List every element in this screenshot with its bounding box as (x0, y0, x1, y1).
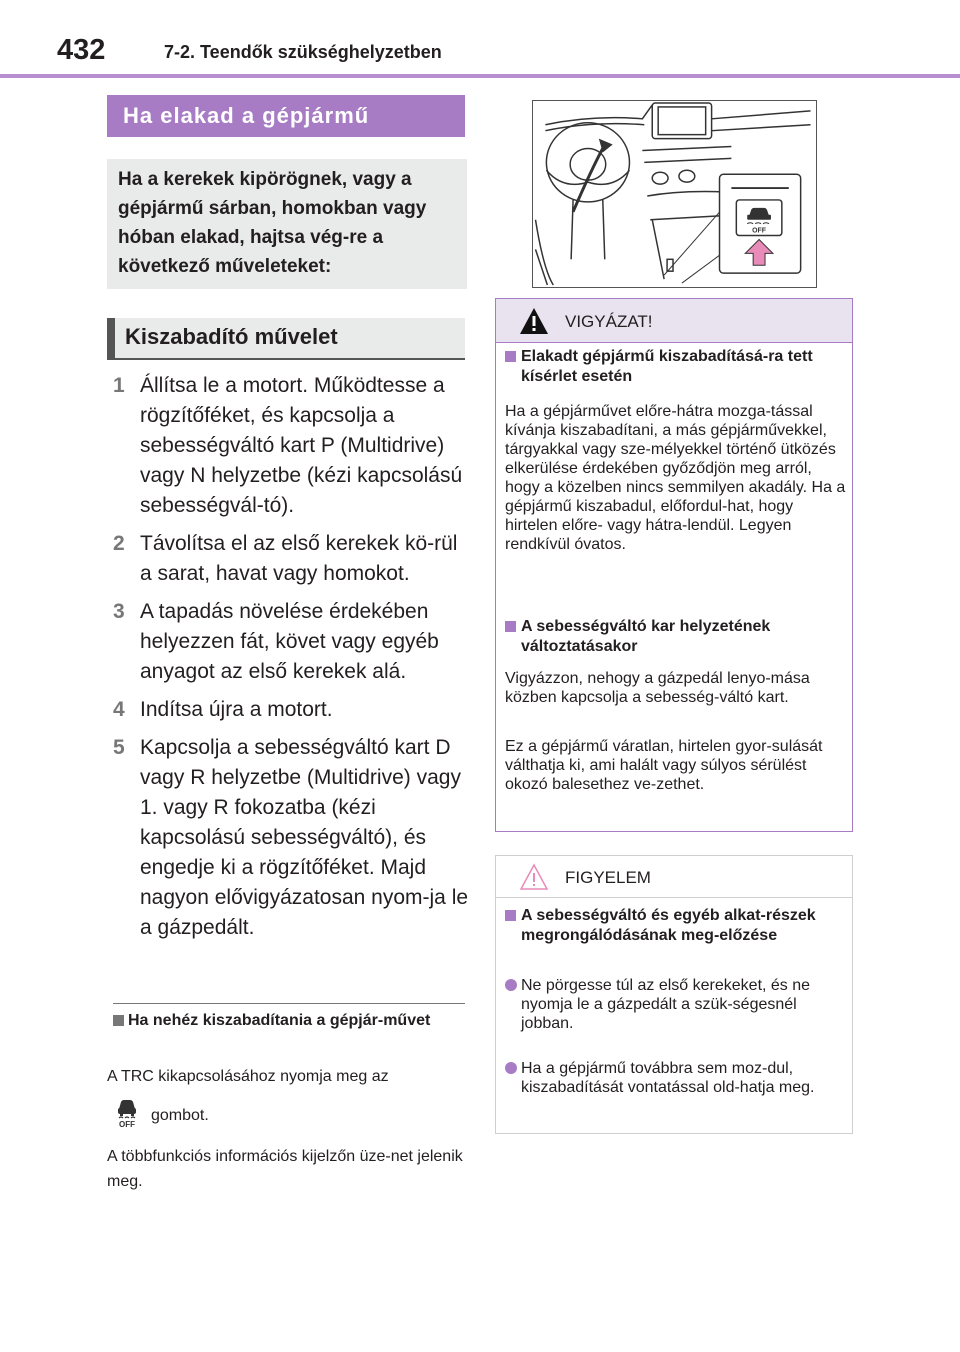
subheading: Kiszabadító művelet (125, 324, 338, 349)
note-heading (113, 1011, 465, 1031)
step-text: Indítsa újra a motort. (140, 698, 333, 721)
note-divider (113, 1003, 465, 1004)
warning-header (496, 299, 852, 343)
square-bullet-icon (505, 621, 516, 632)
illustration-off-label: OFF (752, 227, 766, 235)
warning-item-heading-text: A sebességváltó kar helyzetének változtatásakor (521, 618, 771, 655)
intro-box (107, 159, 467, 289)
step-item (113, 529, 473, 589)
warning-triangle-icon (519, 307, 549, 335)
warning-item-text: Ez a gépjármű váratlan, hirtelen gyor-sulását válthatja ki, ami halált vagy súlyos sérülést okozó balesethez ve-zethet. (505, 738, 823, 793)
square-bullet-icon (505, 910, 516, 921)
note-text-2: A többfunkciós információs kijelzőn üze-net jelenik meg. (107, 1148, 463, 1190)
step-text: A tapadás növelése érdekében helyezzen fát, követ vagy egyéb anyagot az első kerekek alá. (140, 600, 439, 683)
page-number: 432 (57, 34, 106, 66)
step-text: Állítsa le a motort. Működtesse a rögzítőféket, és kapcsolja a sebességváltó kart P (Multidrive) vagy N helyzetbe (kézi kapcsolású sebességvál-tó). (140, 374, 463, 517)
notice-box (495, 855, 853, 1134)
step-item (113, 695, 473, 725)
notice-bullet-text: Ha a gépjármű továbbra sem moz-dul, kiszabadítását vontatással old-hatja meg. (521, 1060, 815, 1096)
step-number: 4 (113, 698, 125, 721)
notice-heading-text: A sebességváltó és egyéb alkat-részek megrongálódásának meg-előzése (521, 907, 816, 944)
step-number: 5 (113, 736, 125, 759)
step-item (113, 733, 473, 943)
square-bullet-icon (113, 1015, 124, 1026)
warning-item-heading-text: Elakadt gépjármű kiszabadításá-ra tett kísérlet esetén (521, 348, 813, 385)
chapter-title: 7-2. Teendők szükséghelyzetben (164, 42, 442, 62)
notice-header (496, 856, 852, 898)
subheading-bar (107, 318, 465, 360)
notice-bullet (505, 1059, 850, 1097)
warning-item-heading (505, 617, 845, 657)
header-rule (0, 74, 960, 78)
trc-off-icon (114, 1096, 140, 1128)
warning-item-text: Ha a gépjárművet előre-hátra mozga-tással kívánja kiszabadítani, a más gépjárművekkel, tárgyakkal vagy sze-mélyekkel történő ütközés elkerülése érdekében győződjön meg arról, hogy a közelben nincs semmilyen akadály. Ha a gépjármű kiszabadul, előfordul-hat, hogy hirtelen előre- vagy hátra-lendül. Legyen rendkívül óvatos. (505, 403, 846, 553)
warning-item-heading (505, 347, 845, 387)
notice-bullet-text: Ne pörgesse túl az első kerekeket, és ne nyomja le a gázpedált a szük-ségesnél jobban. (521, 977, 811, 1032)
step-text: Kapcsolja a sebességváltó kart D vagy R helyzetbe (Multidrive) vagy 1. vagy R fokozatba (kézi kapcsolású sebességváltó), és engedje ki a rögzítőféket. Majd nagyon elővigyázatosan nyom-ja le a gázpedált. (140, 736, 469, 939)
subheading-marker (107, 318, 115, 360)
step-number: 3 (113, 600, 125, 623)
section-title: Ha elakad a gépjármű (123, 103, 370, 128)
note-heading-text: Ha nehéz kiszabadítania a gépjár-művet (128, 1012, 431, 1029)
caution-triangle-icon (519, 863, 549, 891)
step-number: 1 (113, 374, 125, 397)
intro-text: Ha a kerekek kipörögnek, vagy a gépjármű sárban, homokban vagy hóban elakad, hajtsa vég-re a következő műveleteket: (118, 169, 427, 277)
note-text-1: A TRC kikapcsolásához nyomja meg az (107, 1068, 389, 1085)
step-item (113, 371, 473, 521)
square-bullet-icon (505, 351, 516, 362)
warning-box (495, 298, 853, 832)
warning-title: VIGYÁZAT! (565, 312, 653, 331)
notice-title: FIGYELEM (565, 868, 651, 887)
notice-heading (505, 906, 845, 946)
steps-list (113, 371, 473, 951)
step-item (113, 597, 473, 687)
section-title-bar (107, 95, 465, 137)
trc-off-label: OFF (119, 1120, 135, 1128)
round-bullet-icon (505, 1062, 517, 1074)
warning-item-text: Vigyázzon, nehogy a gázpedál lenyo-mása közben kapcsolja a sebesség-váltó kart. (505, 670, 810, 706)
dashboard-illustration (532, 100, 817, 288)
step-text: Távolítsa el az első kerekek kö-rül a sarat, havat vagy homokot. (140, 532, 458, 585)
step-number: 2 (113, 532, 125, 555)
note-text-button: gombot. (151, 1107, 209, 1124)
notice-bullet (505, 976, 850, 1033)
round-bullet-icon (505, 979, 517, 991)
